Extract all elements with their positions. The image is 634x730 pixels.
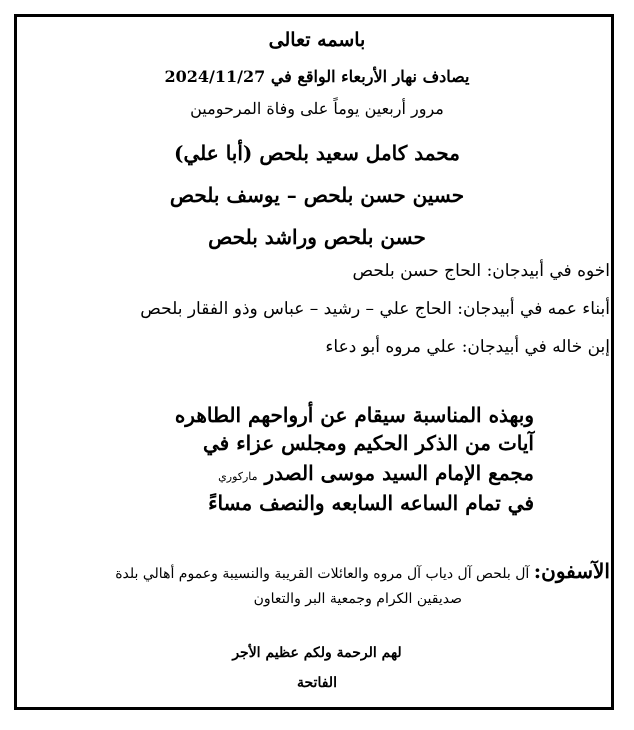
condolence-line: لهم الرحمة ولكم عظيم الأجر [232,645,402,661]
ceremony-line-1: وبهذه المناسبة سيقام عن أرواحهم الطاهره [174,403,534,427]
fatiha-line: الفاتحة [297,675,337,691]
ceremony-line-2: آيات من الذكر الحكيم ومجلس عزاء في [203,431,534,455]
relative-maternal-cousin: إبن خاله في أبيدجان: علي مروه أبو دعاء [325,337,610,357]
deceased-name-2: حسين حسن بلحص – يوسف بلحص [169,183,465,207]
mourners-families: آل بلحص آل دياب آل مروه والعائلات القريبة والنسيبة وعموم أهالي بلدة [115,566,530,582]
venue-name: مجمع الإمام السيد موسى الصدر [264,461,534,485]
basmala-heading: باسمه تعالى [268,29,366,51]
relative-brother: اخوه في أبيدجان: الحاج حسن بلحص [352,261,610,281]
deceased-name-3: حسن بلحص وراشد بلحص [208,225,426,249]
deceased-name-1: محمد كامل سعيد بلحص (أبا علي) [174,141,460,165]
mourners-line-1 [115,560,610,582]
mourners-label: الآسفون: [533,559,610,583]
ceremony-line-3 [218,462,534,484]
relative-cousins: أبناء عمه في أبيدجان: الحاج علي – رشيد – عباس وذو الفقار بلحص [140,299,610,319]
venue-location: ماركوري [218,470,258,483]
mourners-line-2: صديقين الكرام وجمعية البر والتعاون [253,591,462,607]
date-line: يصادف نهار الأربعاء الواقع في 2024/11/27 [164,67,470,86]
ceremony-line-4: في تمام الساعه السابعه والنصف مساءً [208,491,534,515]
forty-days-line: مرور أربعين يوماً على وفاة المرحومين [190,99,444,118]
